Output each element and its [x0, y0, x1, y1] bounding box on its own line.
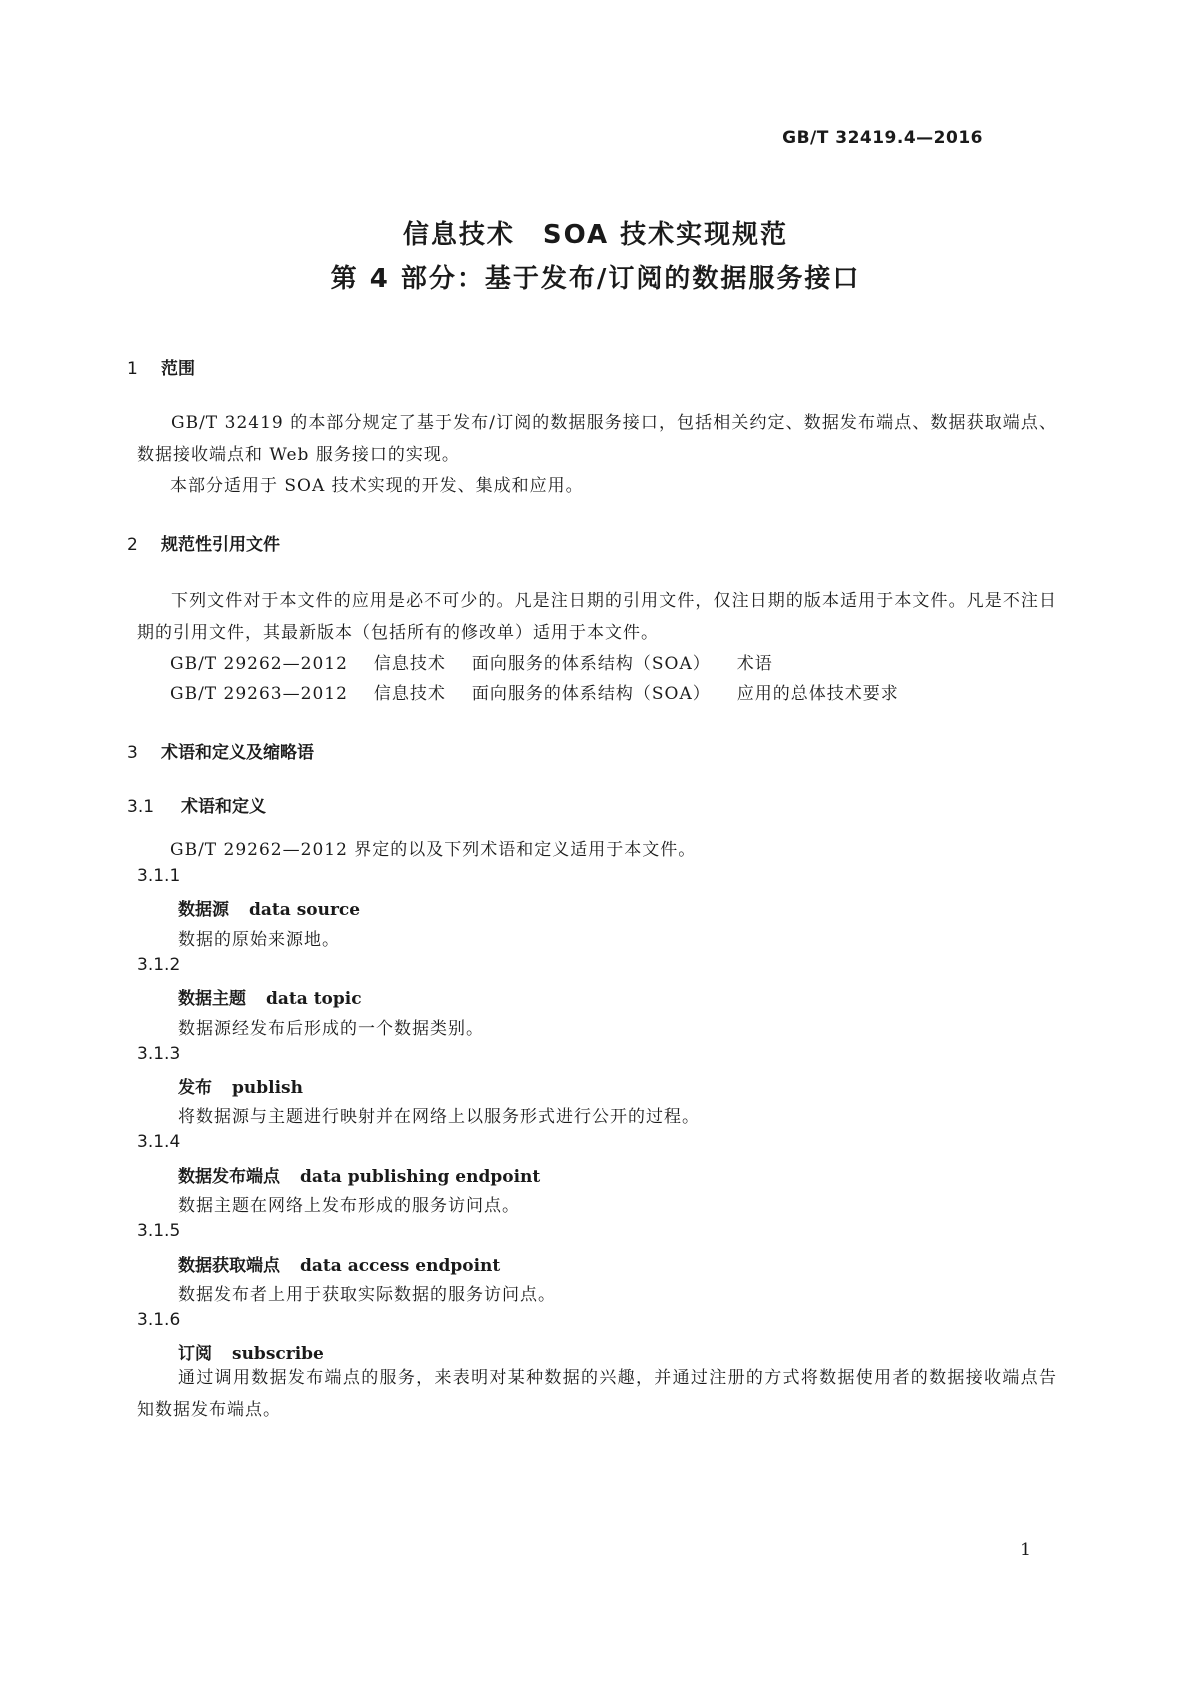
- terms-intro: GB/T 29262—2012 界定的以及下列术语和定义适用于本文件。: [170, 840, 697, 860]
- term-entry: [178, 1162, 540, 1187]
- term-number: 3.1.4: [137, 1132, 181, 1152]
- term-zh: 数据获取端点: [178, 1256, 280, 1276]
- subsection-number: 3.1: [127, 797, 155, 817]
- section-title: 规范性引用文件: [161, 535, 280, 555]
- term-definition: 数据的原始来源地。: [178, 930, 340, 950]
- section-3-heading: [127, 738, 314, 763]
- term-definition: 将数据源与主题进行映射并在网络上以服务形式进行公开的过程。: [178, 1107, 700, 1127]
- normative-reference: [170, 649, 773, 674]
- section-1-paragraph-2: 本部分适用于 SOA 技术实现的开发、集成和应用。: [170, 476, 584, 496]
- term-entry: [178, 1339, 324, 1364]
- term-definition: 数据主题在网络上发布形成的服务访问点。: [178, 1196, 520, 1216]
- reference-field: 信息技术: [373, 684, 446, 704]
- section-2-heading: [127, 530, 280, 555]
- term-en: data publishing endpoint: [300, 1167, 541, 1187]
- term-entry: [178, 1073, 303, 1098]
- term-number: 3.1.2: [137, 955, 181, 975]
- title-line-1: 信息技术 SOA 技术实现规范: [402, 220, 789, 250]
- term-en: data topic: [266, 989, 362, 1009]
- subsection-title: 术语和定义: [181, 797, 266, 817]
- term-en: data access endpoint: [300, 1256, 501, 1276]
- section-1-heading: [127, 354, 195, 379]
- term-zh: 数据源: [178, 900, 229, 920]
- reference-subtitle: 术语: [736, 654, 773, 674]
- reference-subtitle: 应用的总体技术要求: [736, 684, 899, 704]
- reference-code: GB/T 29263—2012: [170, 684, 348, 704]
- section-number: 3: [127, 743, 138, 763]
- term-en: publish: [232, 1078, 303, 1098]
- section-1-paragraph-1: GB/T 32419 的本部分规定了基于发布/订阅的数据服务接口，包括相关约定、数据发布端点、数据获取端点、数据接收端点和 Web 服务接口的实现。: [137, 413, 1057, 465]
- section-number: 2: [127, 535, 138, 555]
- reference-title: 面向服务的体系结构（SOA）: [471, 654, 711, 674]
- term-number: 3.1.6: [137, 1310, 181, 1330]
- term-definition: 数据源经发布后形成的一个数据类别。: [178, 1019, 484, 1039]
- term-number: 3.1.1: [137, 866, 181, 886]
- page-number: 1: [1020, 1540, 1031, 1560]
- term-zh: 数据发布端点: [178, 1167, 280, 1187]
- term-zh: 发布: [178, 1078, 212, 1098]
- section-title: 术语和定义及缩略语: [161, 743, 314, 763]
- term-entry: [178, 984, 362, 1009]
- reference-title: 面向服务的体系结构（SOA）: [471, 684, 711, 704]
- reference-code: GB/T 29262—2012: [170, 654, 348, 674]
- title-line-2: 第 4 部分：基于发布/订阅的数据服务接口: [330, 264, 861, 294]
- term-number: 3.1.5: [137, 1221, 181, 1241]
- section-number: 1: [127, 359, 138, 379]
- term-entry: [178, 1251, 500, 1276]
- term-en: subscribe: [232, 1344, 324, 1364]
- subsection-3-1-heading: [127, 792, 266, 817]
- term-definition: 数据发布者上用于获取实际数据的服务访问点。: [178, 1285, 556, 1305]
- term-en: data source: [249, 900, 361, 920]
- term-zh: 数据主题: [178, 989, 246, 1009]
- term-zh: 订阅: [178, 1344, 212, 1364]
- term-definition: 通过调用数据发布端点的服务，来表明对某种数据的兴趣，并通过注册的方式将数据使用者的数据接收端点告知数据发布端点。: [137, 1368, 1057, 1420]
- section-2-paragraph-1: 下列文件对于本文件的应用是必不可少的。凡是注日期的引用文件，仅注日期的版本适用于本文件。凡是不注日期的引用文件，其最新版本（包括所有的修改单）适用于本文件。: [137, 591, 1057, 643]
- normative-reference: [170, 679, 899, 704]
- term-number: 3.1.3: [137, 1044, 181, 1064]
- section-title: 范围: [161, 359, 195, 379]
- standard-number: GB/T 32419.4—2016: [782, 128, 983, 148]
- reference-field: 信息技术: [373, 654, 446, 674]
- term-entry: [178, 895, 360, 920]
